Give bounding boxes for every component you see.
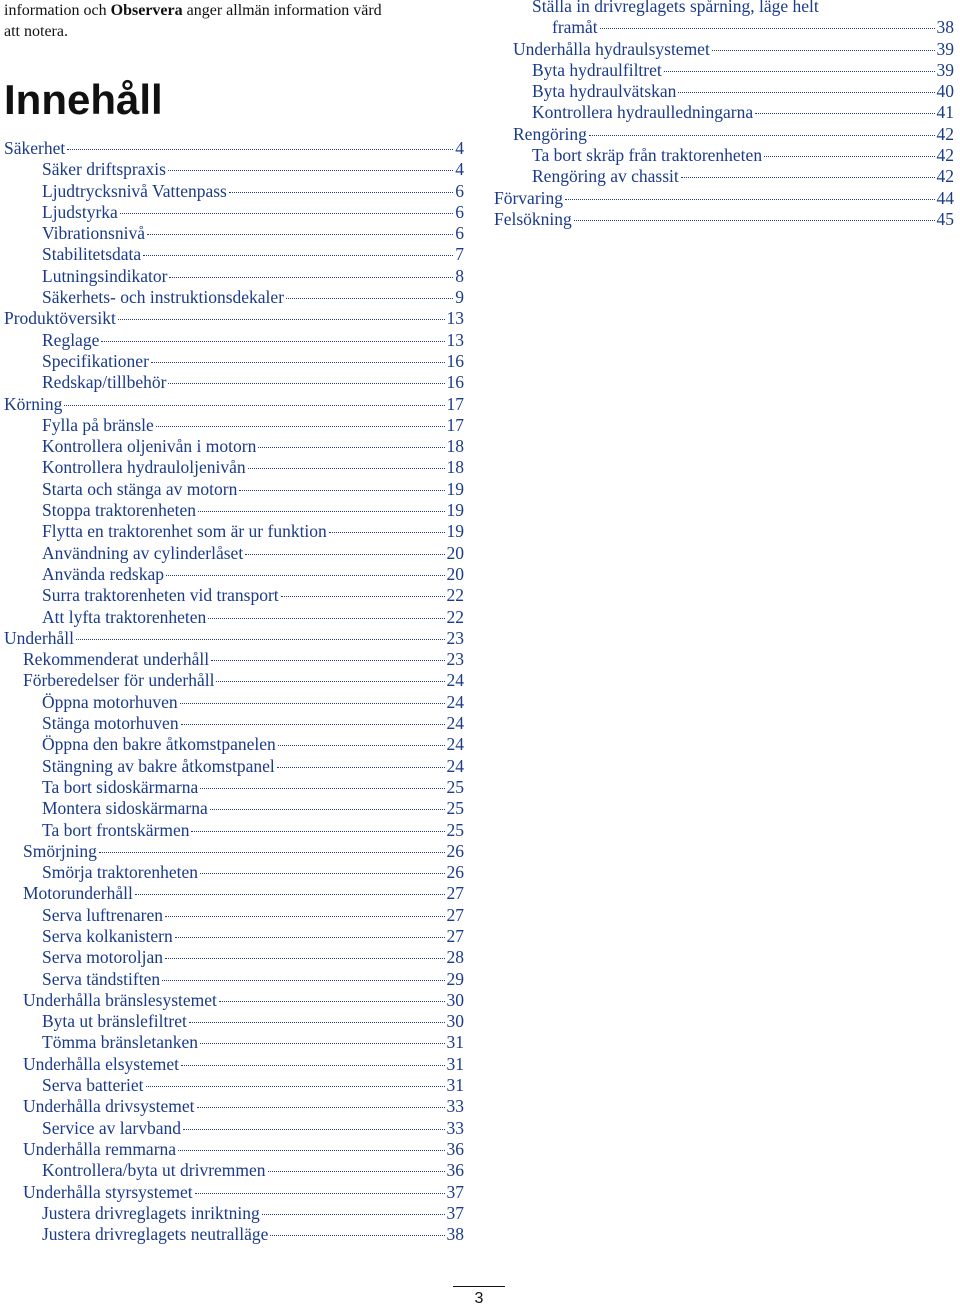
toc-entry[interactable] [494,39,954,60]
toc-entry-title: Redskap/tillbehör [42,372,167,393]
toc-entry-page: 13 [446,329,464,350]
footer-rule [453,1286,505,1287]
toc-entry[interactable] [4,649,464,670]
toc-dot-leader [286,298,453,299]
toc-entry-title: Kontrollera hydrauloljenivån [42,457,246,478]
toc-dot-leader [270,1235,444,1236]
toc-entry-page: 24 [446,691,464,712]
toc-dot-leader [268,1171,445,1172]
toc-entry[interactable] [4,1224,464,1245]
toc-entry[interactable] [4,1118,464,1139]
toc-dot-leader [169,277,453,278]
toc-dot-leader [76,639,445,640]
toc-entry-page: 20 [446,542,464,563]
toc-dot-leader [219,1001,445,1002]
toc-dot-leader [565,199,934,200]
toc-entry[interactable] [494,188,954,209]
toc-entry-title: Flytta en traktorenhet som är ur funktion [42,521,327,542]
toc-entry-page: 33 [446,1117,464,1138]
toc-entry[interactable] [494,209,954,230]
toc-entry[interactable] [4,244,464,265]
toc-entry[interactable] [4,223,464,244]
toc-entry[interactable] [4,202,464,223]
toc-entry[interactable] [494,102,954,123]
toc-entry-page: 17 [446,414,464,435]
toc-entry-page: 27 [446,925,464,946]
toc-entry-title: Öppna den bakre åtkomstpanelen [42,734,276,755]
toc-entry-title: Serva tändstiften [42,968,161,989]
toc-entry-page: 4 [455,159,464,180]
intro-text-post: anger allmän information värd [182,2,382,19]
toc-dot-leader [664,71,935,72]
toc-dot-leader [168,383,444,384]
toc-dot-leader [135,894,445,895]
toc-entry-title: Underhåll [4,627,74,648]
toc-dot-leader [197,1107,445,1108]
toc-entry-title: Underhålla remmarna [23,1138,177,1159]
toc-entry-page: 39 [936,38,954,59]
toc-entry-title: Stabilitetsdata [42,244,142,265]
toc-entry-title: Rekommenderat underhåll [23,649,210,670]
toc-entry-title: Ljudtrycksnivå Vattenpass [42,180,227,201]
toc-entry-title: Säkerhet [4,138,66,158]
toc-entry-title: framåt [552,17,598,38]
toc-entry-title: Tömma bränsletanken [42,1032,198,1053]
toc-entry-page: 29 [446,968,464,989]
toc-entry[interactable] [4,479,464,500]
toc-entry-title: Ta bort frontskärmen [42,819,190,840]
toc-dot-leader [600,28,935,29]
toc-dot-leader [281,596,445,597]
toc-dot-leader [262,1214,445,1215]
toc-dot-leader [99,852,445,853]
toc-entry-page: 25 [446,776,464,797]
toc-entry-page: 31 [446,1053,464,1074]
toc-entry[interactable] [4,372,464,393]
toc-dot-leader [175,937,445,938]
toc-entry[interactable] [4,756,464,777]
toc-dot-leader [200,873,445,874]
toc-entry-page: 42 [936,145,954,166]
toc-entry-title: Underhålla bränslesystemet [23,989,217,1010]
toc-entry-page: 18 [446,457,464,478]
toc-entry-page: 24 [446,755,464,776]
toc-entry[interactable] [4,990,464,1011]
toc-entry-title: Ta bort sidoskärmarna [42,776,199,797]
toc-entry[interactable] [4,820,464,841]
toc-entry[interactable] [4,862,464,883]
toc-entry[interactable] [4,266,464,287]
toc-entry-page: 37 [446,1202,464,1223]
toc-entry-title: Säkerhets- och instruktionsdekaler [42,287,285,308]
toc-entry-title: Förberedelser för underhåll [23,670,215,691]
toc-entry-title: Byta hydraulvätskan [532,81,677,102]
toc-entry[interactable] [4,841,464,862]
toc-dot-leader [165,916,445,917]
toc-entry[interactable] [4,607,464,628]
toc-entry-title: Stängning av bakre åtkomstpanel [42,755,275,776]
toc-dot-leader [180,703,445,704]
toc-entry-title: Använda redskap [42,563,164,584]
toc-dot-leader [278,745,445,746]
toc-entry-title: Starta och stänga av motorn [42,478,238,499]
toc-entry-page: 23 [446,627,464,648]
intro-bold-word: Observera [110,2,183,19]
toc-entry-title: Justera drivreglagets neutralläge [42,1224,269,1245]
toc-entry-page: 22 [446,606,464,627]
toc-entry[interactable] [4,713,464,734]
toc-entry[interactable] [4,394,464,415]
toc-dot-leader [245,554,444,555]
toc-entry[interactable] [4,905,464,926]
page-title: Innehåll [4,76,163,123]
toc-entry[interactable] [494,0,954,17]
toc-entry-title: Felsökning [494,208,572,229]
toc-entry[interactable] [4,947,464,968]
intro-text-pre: information och [4,2,111,19]
toc-entry-page: 42 [936,166,954,187]
toc-dot-leader [211,660,444,661]
toc-dot-leader [181,1065,445,1066]
toc-entry-title: Ljudstyrka [42,201,118,222]
toc-entry-title: Serva motoroljan [42,947,164,968]
toc-dot-leader [143,255,453,256]
toc-left-column [4,138,464,1245]
toc-entry[interactable] [4,500,464,521]
toc-entry-page: 30 [446,1011,464,1032]
toc-entry[interactable] [4,415,464,436]
toc-entry[interactable] [4,1182,464,1203]
toc-dot-leader [162,980,444,981]
page-number: 3 [474,1290,484,1307]
toc-entry-page: 36 [446,1160,464,1181]
toc-entry-title: Specifikationer [42,350,149,371]
toc-dot-leader [712,50,935,51]
toc-entry-page: 25 [446,798,464,819]
toc-entry[interactable] [4,159,464,180]
toc-entry-title: Produktöversikt [4,308,116,329]
toc-dot-leader [210,809,445,810]
toc-entry-page: 19 [446,478,464,499]
toc-dot-leader [183,1129,445,1130]
toc-entry-page: 16 [446,350,464,371]
toc-entry-title: Underhålla drivsystemet [23,1096,195,1117]
toc-dot-leader [178,1150,444,1151]
toc-entry-title: Underhålla elsystemet [23,1053,179,1074]
toc-entry-title: Byta hydraulfiltret [532,59,662,80]
toc-entry-page: 24 [446,670,464,691]
toc-entry[interactable] [4,330,464,351]
toc-dot-leader [64,405,444,406]
toc-dot-leader [168,170,453,171]
toc-entry-title: Vibrationsnivå [42,223,145,244]
toc-dot-leader [589,135,935,136]
toc-entry[interactable] [4,585,464,606]
toc-dot-leader [181,724,445,725]
toc-entry-page: 27 [446,904,464,925]
toc-entry-page: 22 [446,585,464,606]
toc-entry[interactable] [4,1139,464,1160]
toc-entry[interactable] [4,1160,464,1181]
toc-dot-leader [678,92,934,93]
toc-entry-title: Säker driftspraxis [42,159,166,180]
toc-entry-page: 8 [455,265,464,286]
toc-entry-page: 6 [455,180,464,201]
toc-entry-title: Fylla på bränsle [42,414,154,435]
toc-entry-page: 6 [455,201,464,222]
toc-entry-title: Att lyfta traktorenheten [42,606,207,627]
toc-dot-leader [216,681,444,682]
toc-entry-page: 20 [446,563,464,584]
toc-dot-leader [198,511,444,512]
toc-entry-page: 26 [446,840,464,861]
toc-entry[interactable] [4,543,464,564]
toc-dot-leader [764,156,934,157]
toc-entry-title: Lutningsindikator [42,265,168,286]
toc-entry-title: Ta bort skräp från traktorenheten [532,145,763,166]
toc-entry-title: Öppna motorhuven [42,691,178,712]
toc-entry[interactable] [4,521,464,542]
toc-entry[interactable] [494,145,954,166]
toc-entry-page: 4 [455,138,464,158]
toc-entry[interactable] [4,1032,464,1053]
toc-entry[interactable] [494,166,954,187]
toc-entry[interactable] [4,926,464,947]
toc-entry[interactable] [4,436,464,457]
toc-entry[interactable] [4,692,464,713]
toc-dot-leader [229,192,453,193]
toc-dot-leader [101,341,444,342]
toc-entry-page: 37 [446,1181,464,1202]
toc-entry[interactable] [4,798,464,819]
toc-entry-title: Service av larvband [42,1117,181,1138]
toc-entry-page: 19 [446,521,464,542]
toc-dot-leader [189,1022,445,1023]
toc-entry-title: Stoppa traktorenheten [42,500,197,521]
toc-entry[interactable] [4,457,464,478]
toc-dot-leader [681,177,935,178]
toc-entry-title: Rengöring av chassit [532,166,679,187]
toc-dot-leader [118,319,445,320]
toc-entry-page: 17 [446,393,464,414]
toc-entry[interactable] [4,1054,464,1075]
toc-entry-title: Underhålla styrsystemet [23,1181,193,1202]
toc-entry-title: Justera drivreglagets inriktning [42,1202,260,1223]
toc-entry-title: Smörja traktorenheten [42,862,198,883]
toc-entry[interactable] [4,1203,464,1224]
toc-entry-title: Stänga motorhuven [42,713,179,734]
toc-entry-page: 25 [446,819,464,840]
toc-dot-leader [239,490,444,491]
toc-entry-page: 7 [455,244,464,265]
toc-entry-page: 23 [446,649,464,670]
toc-dot-leader [147,234,453,235]
toc-entry-title: Användning av cylinderlåset [42,542,244,563]
toc-entry-page: 6 [455,223,464,244]
toc-dot-leader [165,958,444,959]
intro-line-2: att notera. [4,23,68,40]
toc-entry-title: Reglage [42,329,100,350]
toc-entry[interactable] [4,308,464,329]
toc-entry-title: Kontrollera hydraulledningarna [532,102,754,123]
toc-entry-title: Ställa in drivreglagets spårning, läge helt [532,0,819,16]
toc-entry[interactable] [4,883,464,904]
toc-entry-page: 16 [446,372,464,393]
toc-entry[interactable] [4,287,464,308]
toc-right-column [494,0,954,230]
toc-dot-leader [277,767,445,768]
toc-entry[interactable] [4,969,464,990]
toc-entry-title: Surra traktorenheten vid transport [42,585,279,606]
toc-entry-page: 33 [446,1096,464,1117]
toc-dot-leader [200,788,444,789]
toc-entry-title: Kontrollera oljenivån i motorn [42,436,257,457]
toc-entry-page: 40 [936,81,954,102]
toc-entry-page: 27 [446,883,464,904]
toc-entry-page: 44 [936,187,954,208]
toc-entry-page: 38 [936,17,954,38]
toc-dot-leader [120,213,453,214]
toc-dot-leader [195,1193,445,1194]
toc-entry-page: 36 [446,1138,464,1159]
toc-entry[interactable] [4,670,464,691]
toc-entry-title: Kontrollera/byta ut drivremmen [42,1160,266,1181]
toc-entry[interactable] [494,60,954,81]
toc-entry[interactable] [4,628,464,649]
toc-entry[interactable] [4,1096,464,1117]
toc-entry-page: 28 [446,947,464,968]
toc-entry[interactable] [4,734,464,755]
toc-entry-title: Serva luftrenaren [42,904,163,925]
toc-entry-title: Underhålla hydraulsystemet [513,38,710,59]
toc-dot-leader [156,426,445,427]
toc-entry-page: 42 [936,123,954,144]
toc-entry-title: Rengöring [513,123,587,144]
toc-entry[interactable] [4,1075,464,1096]
toc-dot-leader [151,362,445,363]
toc-entry-page: 13 [446,308,464,329]
toc-entry[interactable] [4,1011,464,1032]
toc-dot-leader [208,618,444,619]
toc-entry-page: 18 [446,436,464,457]
toc-entry-page: 31 [446,1032,464,1053]
toc-dot-leader [191,831,444,832]
toc-entry-page: 19 [446,500,464,521]
toc-entry[interactable] [4,564,464,585]
toc-entry-title: Serva batteriet [42,1075,144,1096]
toc-entry[interactable] [494,17,954,38]
toc-entry-page: 30 [446,989,464,1010]
toc-dot-leader [574,220,935,221]
toc-dot-leader [258,447,444,448]
toc-dot-leader [248,468,445,469]
toc-entry[interactable] [4,181,464,202]
toc-dot-leader [166,575,445,576]
toc-entry-page: 24 [446,734,464,755]
toc-entry-page: 45 [936,208,954,229]
toc-entry[interactable] [494,124,954,145]
toc-entry-page: 24 [446,713,464,734]
toc-entry-page: 41 [936,102,954,123]
toc-entry[interactable] [4,351,464,372]
toc-entry-title: Förvaring [494,187,564,208]
toc-dot-leader [146,1086,445,1087]
toc-entry-title: Byta ut bränslefiltret [42,1011,187,1032]
toc-entry[interactable] [494,81,954,102]
toc-dot-leader [67,149,453,150]
toc-dot-leader [755,113,934,114]
toc-entry-page: 39 [936,59,954,80]
toc-entry-page: 31 [446,1075,464,1096]
toc-entry-title: Körning [4,393,63,414]
toc-entry-title: Serva kolkanistern [42,925,173,946]
toc-entry-page: 38 [446,1224,464,1245]
toc-dot-leader [200,1043,445,1044]
toc-entry-page: 9 [455,287,464,308]
intro-line-1 [4,0,464,21]
toc-entry[interactable] [4,138,464,159]
toc-entry-title: Montera sidoskärmarna [42,798,208,819]
intro-text [4,0,464,42]
toc-entry-title: Motorunderhåll [23,883,133,904]
toc-entry[interactable] [4,777,464,798]
toc-entry-page: 26 [446,862,464,883]
toc-entry-title: Smörjning [23,840,97,861]
toc-dot-leader [329,532,445,533]
